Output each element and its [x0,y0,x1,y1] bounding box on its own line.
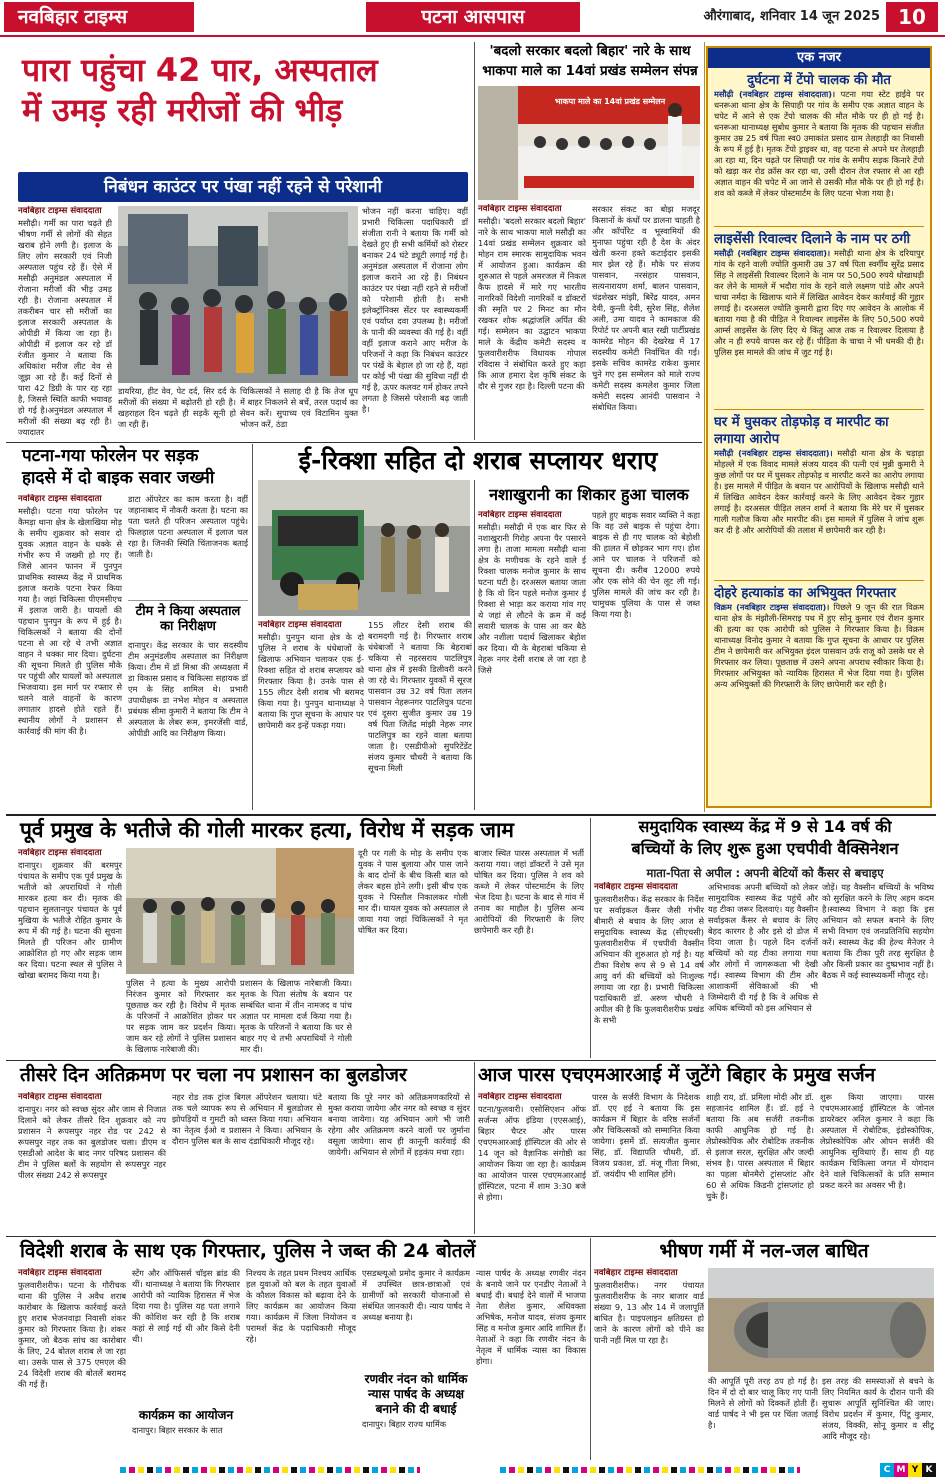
addict-byline: नवबिहार टाइम्स संवाददाता [478,510,562,520]
bike-column-2 [128,494,248,598]
program-headline: कार्यक्रम का आयोजन [138,1408,234,1422]
hpv-col1-text: फुलवारीशरीफ। केंद्र सरकार के निर्देश पर सर्वाइकल कैंसर जैसी गंभीर बीमारी से बचाव के लिए आज से समुदायिक स्वास्थ्य केंद्र (सीएचसी) फुलवारीशरीफ में एचपीवी वैक्सीन अभियान की शुरुआत हो गई है। यह टीका विशेष रूप से 9 से 14 वर्ष आयु वर्ग की बच्चियों को निःशुल्क लगाया जा रहा है। प्रभारी चिकित्सा पदाधिकारी डॉ. अरुण चौधरी ने अपील की है कि फुलवारीशरीफ प्रखंड के सभी [594,894,704,1025]
sidebar-item [714,414,924,576]
dateline: औरंगाबाद, शनिवार 14 जून 2025 [703,9,880,24]
cpi-col1-text: मसौढ़ी। 'बदलो सरकार बदलो बिहार' नारे के साथ भाकपा माले मसौढ़ी का 14वां प्रखंड सम्मेलन शुक्रवार को मोहन राम स्मारक सामुदायिक भवन में आयोजन हुआ। कार्यक्रम की शुरुआत से पहले अमरजल में निकल कैफ हादसे में मारे गए भारतीय नागरिकों विदेशी नागरिकों व डॉक्टरों की स्मृति पर 2 मिनट का मौन रखकर शोक श्रद्धांजलि अर्पित की गई। सम्मेलन का उद्घाटन भाकपा माले के केंद्रीय कमेटी सदस्य व फुलवारीशरीफ विधायक गोपाल रविदास ने संबोधित करते हुए कहा कि आज हमारा देश कृषि संकट के दौर से गुजर रहा है। दिल्ली पटना की [478,216,586,391]
registration-bar [0,1462,945,1478]
lead-headline-line2: में उमड़ रही मरीजों की भीड़ [22,91,343,129]
cmyk-mark-m: M [894,1463,908,1477]
water-byline: नवबिहार टाइम्स संवाददाता [594,1268,678,1278]
liquor-col3-text: निश्चय के तहत प्रथम निश्चय आर्थिक हल युवाओं को बल के तहत युवाओं के कौशल विकास को बढ़ावा देने के लिए कार्यक्रम का आयोजन किया गया। कार्यक्रम में जिला नियोजन व परामर्श केंद्र के पदाधिकारी मौजूद रहे। [246,1268,356,1344]
color-dots-left [120,1467,420,1473]
liquor-column-4 [362,1268,470,1458]
encroach-column-2 [172,1092,322,1232]
paras-byline: नवबिहार टाइम्स संवाददाता [478,1092,562,1102]
murder-col1-text: दानापुर। शुक्रवार की बरमपुर पंचायत के समीप एक पूर्व प्रमुख के भतीजे को अपराधियों ने गोली मारकर हत्या कर दी। मृतक की पहचान सुलतानपुर पंचायत के पूर्व मुखिया के भतीजे रोहित कुमार के रूप में की गई है। घटना की सूचना मिलते ही परिजन और ग्रामीण आक्रोशित हो गए और सड़क जाम कर दिया। घटना स्थल से पुलिस ने खोखा बरामद किया गया है। [18,860,122,980]
lead-col3-text: चिकित्सकों ने सलाह दी है कि तेज धूप में बाहर निकलने से बचें, तरल पदार्थ का सेवन करें। सुपाच्य एवं विटामिन युक्त भोजन करें, ठंडा [240,386,358,429]
murder-col3-text: प्रशासन के खिलाफ नारेबाजी किया। मृतक के पिता संतोष के बयान पर सम्बंधित थाना में तीन नामजद व पांच अज्ञात पर मामला दर्ज किया गया है। मृतक के परिजनों ने बताया कि घर से बाहर गए थे तभी अपराधियों ने गोली मार दी। [240,978,352,1054]
encroach-col3-text: बताया कि पूरे नगर को अतिक्रमणकारियों से मुक्त कराया जायेगा और नगर को स्वच्छ व सुंदर बनाया जायेगा। यह अभियान आगे भी जारी रहेगा और अतिक्रमण करने वालों पर जुर्माना वसूला जायेगा। साथ ही कानूनी कार्रवाई की जायेगी। अभियान से लोगों में हड़कंप मचा रहा। [328,1092,470,1157]
paras-column-2 [592,1092,700,1232]
lead-column-2 [118,386,236,438]
cpi-headline-line1: 'बदलो सरकार बदलो बिहार' नारे के साथ [489,43,691,59]
ranveer-text: दानापुर। बिहार राज्य धार्मिक [362,1419,447,1429]
liquor-col5-text: न्यास पार्षद के अध्यक्ष रणवीर नंदन के बनाये जाने पर एनडीए नेताओं ने बधाई दी। बधाई देने वालों में भाजपा नेता शैलेश कुमार, अधिवक्ता अभिषेक, मनोज यादव, संजय कुमार सिंह व मनोज कुमार आदि शामिल हैं। नेताओं ने कहा कि रणवीर नंदन के नेतृत्व में धार्मिक न्यास का विकास होगा। [476,1268,586,1366]
water-column-3 [822,1376,934,1458]
lead-col4-text: भोजन नहीं करना चाहिए। वहीं प्रभारी चिकित्सा पदाधिकारी डॉ संजीता रानी ने बताया कि गर्मी को देखते हुए ही सभी कर्मियों को रोस्टर बनाकर 24 घंटे ड्यूटी लगाई गई है। अनुमंडल अस्पताल में रोजाना लोग इलाज कराने आ रहे हैं। निबंधन काउंटर पर पंखा नहीं रहने से मरीजों को परेशानी होती है। सभी इलेक्ट्रॉनिक्स सेंटर पर स्वास्थ्यकर्मी एवं पर्याप्त दवा उपलब्ध है। मरीजों के पानी की व्यवस्था की गई है। वहीं वहीं इलाज कराने आए मरीज के परिजनों ने कहा कि निबंधन काउंटर पर पंखें के बेहाल हो जा रहे हैं, यहां पर कोई भी पंखा की सुविधा नहीं दी गई है, ऊपर कलवट गर्म होकर तपने लगता है जिससे परेशानी बढ़ जाती है। [362,206,468,414]
cpi-byline: नवबिहार टाइम्स संवाददाता [478,204,562,214]
hpv-col3-text: जोड़ें। यह वैक्सीन बच्चियों के भविष्य को सुरक्षित करने के लिए अहम कदम है।स्वास्थ्य विभाग ने कहा कि इस अभियान को सफल बनाने के लिए सभी विभाग एवं जनप्रतिनिधि सहयोग करें। स्वास्थ्य केंद्र की हेल्थ मैनेजर ने बताया कि टीका पूरी तरह सुरक्षित है और किसी प्रकार का दुष्प्रभाव नहीं है। बैठक में कई स्वास्थ्यकर्मी मौजूद रहे। [822,882,934,980]
sidebar-item-title: लाइसेंसी रिवाल्वर दिलाने के नाम पर ठगी [714,232,911,247]
murder-byline: नवबिहार टाइम्स संवाददाता [18,848,102,858]
hpv-col2-text: अभिभावक अपनी बच्चियों को लेकर सामुदायिक स्वास्थ्य केंद्र पहुंचें और यह टीका जरूर दिलवाएं। यह वैक्सीन सर्वाइकल कैंसर से बचाव के लिए बेहद कारगर है और इसे दो डोज में दिया जाता है। पहले दिन दर्जनों बच्चियों को यह टीका लगाया गया और लोगों में जागरूकता भी देखी गई। स्वास्थ्य विभाग की टीम और आशाकर्मी सेविकाओं की भी जिम्मेदारी दी गई है कि वे अधिक से अधिक बच्चियों को इस अभियान से [708,882,818,1013]
team-column [128,640,248,810]
sidebar-item-text: पटना गया स्टेट हाईवे पर धनरूआ थाना क्षेत्र के सिपाही पर गांव के समीप एक अज्ञात वाहन के चपेट में आने से एक टेंपो चालक की मौत मौके पर ही हो गई है। धनरूआ थानाध्यक्ष सुबोध कुमार ने बताया कि मृतक की पहचान संजीत कुमार उम्र 25 वर्ष पिता स्व0 उमाकांत प्रसाद ग्राम तेलहाड़ी का निवासी के रूप में हुई है। मृतक टेंपो ड्राइवर था, वह पटना से अपने घर तेलहाड़ी आ रहा था, दिन चढ़ते पर सिपाही पर गांव के समीप सड़क किनारे टेंपो को खड़ा कर रोड क्रॉस कर रहा था, उसी दौरान तेज रफ्तार से आ रही अज्ञात वाहन की चपेट में आ जाने से उसकी मौत मौके पर ही हो गई है। शव को कब्जे में लेकर पोस्टमार्टम के लिए पटना भेजा गया है। [714,89,924,198]
liquor-column-1 [18,1268,126,1458]
liquor-byline: नवबिहार टाइम्स संवाददाता [18,1268,102,1278]
hpv-column-2 [708,882,818,1056]
encroach-column-3 [328,1092,470,1232]
addict-col1-text: मसौढ़ी। मसौढ़ी में एक बार फिर से नशाखुरानी गिरोह अपना पैर पसारने लगा है। ताजा मामला मसौढ़ी थाना क्षेत्र के मणीचक के रहने वाले ई रिक्शा चालक मनोज कुमार के साथ घटना घटी है। दरअसल बताया जाता है कि वो दिन पहले मनोज कुमार ई रिक्शा से भाड़ा कर कराया गांव गए थे जहां से लौटने के क्रम में कई सवारी चालक के पास आ कर बैठे और नशीला पदार्थ खिलाकर बेहोश कर दिया। थी के बेहराबां चकिया से नेहरू नगर देसी शराब ले जा रहा है जिसे [478,522,586,675]
lead-byline: नवबिहार टाइम्स संवाददाता [18,206,102,216]
addict-col2-text: पहले हुए बाइक सवार व्यक्ति ने कहा कि वह उसे बाइक से पहुंचा देगा। बाइक से ही गए चालक को बेहोशी की हालत में छोड़कर भाग गए। होश आने पर चालक ने परिजनों को सूचना दी। करीब 12000 रुपये और एक सोने की चेन लूट ली गई। पुलिस मामले की जांच कर रही है। चामुचक पुलिया के पास से जब्त किया गया है। [592,510,700,619]
bike-headline-line1: पटना-गया फोरलेन पर सड़क [22,446,199,466]
cpi-column-2 [592,204,700,440]
lead-column-3 [240,386,358,438]
bike-byline: नवबिहार टाइम्स संवाददाता [18,494,102,504]
sidebar-item-title: दोहरे हत्याकांड का अभियुक्त गिरफ्तार [714,586,896,601]
sidebar-item-lead: मसौढ़ी (नवबिहार टाइम्स संवाददाता)। [714,448,833,458]
hpv-headline-line2: बच्चियों के लिए शुरू हुआ एचपीवी वैक्सिनेशन [631,839,899,858]
paras-column-4 [820,1092,934,1232]
ranveer-headline: रणवीर नंदन को धार्मिक न्यास पार्षद के अध्यक्ष बनाने की दी बधाई [364,1372,468,1416]
murder-column-5 [474,848,584,1056]
paras-col2-text: पारस के सर्जरी विभाग के निदेशक डॉ. एए हई ने बताया कि इस कार्यक्रम में बिहार के वरिष्ठ सर्जनों और चिकित्सकों को सम्मानित किया जायेगा। इसमें डॉ. सत्यजीत कुमार सिंह, डॉ. विद्यापति चौधरी, डॉ. विजय प्रकाश, डॉ. मंजू गीता मिश्रा, डॉ. जयंदीप भी शामिल होंगे। [592,1092,700,1179]
sidebar-item [714,231,924,405]
lead-hospital-photo [118,206,358,383]
paper-name: नवबिहार टाइम्स [4,2,194,32]
sidebar-item-lead: मसौढ़ी (नवबिहार टाइम्स संवाददाता)। [714,248,831,258]
paras-col4-text: शुरू किया जाएगा। पारस एचएमआरआई हॉस्पिटल के जोनल डायरेक्टर अनिल कुमार ने कहा कि अस्पताल में रोबोटिक, इंडोस्कोपिक, लेप्रोस्कोपिक और ओपन सर्जरी की आधुनिक सुविधाएं हैं। साथ ही यह कार्यक्रम चिकित्सा जगत में योगदान देने वाले चिकित्सकों के प्रति सम्मान प्रकट करने का अवसर भी है। [820,1092,934,1190]
sidebar-item-text: पिछले 9 जून की रात विक्रम थाना क्षेत्र के मंझौली-सिमराइ पथ में हुए सोनू कुमार एवं रौशन कुमार की हत्या का एक आरोपी को पुलिस ने गिरफ्तार किया है। विक्रम थानाध्यक्ष विनोद कुमार ने बताया कि गुप्त सूचना के आधार पर पुलिस टीम ने छापेमारी कर अभियुक्त इंदल पासवान उर्फ राजू को उसके घर से गिरफ्तार कर लिया। पूछताछ में उसने अपना अपराध स्वीकार किया है। गिरफ्तार अभियुक्त को न्यायिक हिरासत में भेज दिया गया है। पुलिस अन्य अभियुक्तों की गिरफ्तारी के लिए छापेमारी कर रही है। [714,602,924,689]
bike-headline-line2: हादसे में दो बाइक सवार जख्मी [22,468,215,488]
bike-col2-text: डाटा ऑपरेटर का काम करता है। वहीं जहानाबाद में नौकरी करता है। घटना का पता चलते ही परिजन अस्पताल पहुंचे। फिलहाल पटना अस्पताल में इलाज चल रहा है। जिनकी स्थिति चिंताजनक बताई जाती है। [128,494,248,559]
cmyk-mark-c: C [880,1463,894,1477]
encroach-column-1 [18,1092,166,1232]
bike-col1-text: मसौढ़ी। पटना गया फोरलेन पर कैमड़ा थाना क्षेत्र के खेलाखिया मोड़ के समीप शुक्रवार को सवार दो युवक अज्ञात वाहन के धक्के से गंभीर रूप में जख्मी हो गए हैं। जिसे आनन फानन में पुनपुन प्राथमिक स्वास्थ्य केंद्र में प्राथमिक इलाज कराके पटना रेफर किया गया है। जहां चिकित्सा पीएमसीएच में इलाज जारी है। घायलों की पहचान पुनपुन के रूप में हुई है। चिकित्सकों ने बताया की दोनों पटना से आ रहे थे तभी अज्ञात वाहन ने धक्का मार दिया। दुर्घटना की सूचना मिलते ही पुलिस मौके पर पहुंची और घायलों को अस्पताल भिजवाया। इस मार्ग पर रफ्तार से चलने वाले वाहनों के कारण लगातार हादसे होते रहते हैं। स्थानीय लोगों ने प्रशासन से कार्रवाई की मांग की है। [18,506,122,736]
water-col2-text: की आपूर्ति पूरी तरह ठप हो गई है। दिन में दो दो बार चालू किए गए पानी मिलने से लोगों को दिक्कतें होती हैं। वार्ड पार्षद ने भी इस पर चिंता जताई है। [708,1376,818,1430]
water-headline: भीषण गर्मी में नल-जल बाधित [659,1240,869,1262]
sidebar-item-title: दुर्घटना में टेंपो चालक की मौत [747,73,891,88]
erickshaw-col2-text: 155 लीटर देसी शराब की बरामदगी गई है। गिरफ्तार शराब धंधेबाजों ने बताया कि बेहराबां चकिया से नहरसराय पाटलिपुत्र थाना क्षेत्र में इसकी डिलीवरी करने जा रहे थे। गिरफ्तार युवकों में सूरज पासवान उम्र 32 वर्ष पिता ललन पासवान नेहरूनगर पाटलिपुत्र पटना एवं दूसरा सुजीत कुमार उम्र 19 वर्ष पिता जितेंद्र मांझी नेहरू नगर पाटलिपुत्र का रहने वाला बताया जाता है। एसडीपीओ सुपरिटेंडेंट संजय कुमार चौधरी ने बताया कि सूचना मिली [368,620,472,773]
erickshaw-column-1 [258,620,364,810]
erickshaw-headline: ई-रिक्शा सहित दो शराब सप्लायर धराए [298,446,658,475]
erickshaw-photo [258,480,470,616]
masthead [0,0,945,34]
team-text: दानापुर। केंद्र सरकार के चार सदस्यीय टीम अनुमंडलीय अस्पताल का निरीक्षण किया। टीम में डॉ मिश्रा की अध्यक्षता में डा विकास प्रसाद व चिकित्सा सहायक डॉ एम के सिंह शामिल थे। प्रभारी उपाधीक्षक डा नभेश मोहन व अस्पताल प्रबंधक सीमा कुमारी ने बताया कि टीम ने अस्पताल के लेबर रूम, इमरजेंसी वार्ड, ओपीडी आदि का निरीक्षण किया। [128,640,248,738]
murder-column-3 [240,978,352,1056]
cpi-column-1 [478,204,586,440]
hpv-column-3 [822,882,934,1056]
addict-column-2 [592,510,700,810]
erickshaw-col1-text: मसौढ़ी। पुनपुन थाना क्षेत्र के दो पुलिस ने शराब के धंधेबाजों के खिलाफ अभियान चलाकर एक ई-रिक्शा सहित दो शराब सप्लायर को गिरफ्तार किया है। उनके पास से 155 लीटर देसी शराब भी बरामद किया गया है। पुनपुन थानाध्यक्ष ने बताया कि गुप्त सूचना के आधार पर छापेमारी कर इन्हें पकड़ा गया। [258,632,364,730]
sidebar-box [706,46,932,808]
murder-photo [126,848,354,974]
paras-column-3 [706,1092,814,1232]
cpi-conference-photo [478,86,700,200]
sidebar-header: एक नजर [708,48,930,68]
murder-col5-text: बाजार स्थित पारस अस्पताल में भर्ती कराया गया। जहां डॉक्टरों ने उसे मृत घोषित कर दिया। पुलिस ने शव को कब्जे में लेकर पोस्टमार्टम के लिए भेज दिया है। घटना के बाद से गांव में तनाव का माहौल है। पुलिस अन्य आरोपियों की गिरफ्तारी के लिए छापेमारी कर रही है। [474,848,584,935]
liquor-col2-text: स्टेंग और ऑफिसर्स चॉइस ब्रांड की थीं। थानाध्यक्ष ने बताया कि गिरफ्तार आरोपी को न्यायिक हिरासत में भेज दिया गया है। पुलिस यह पता लगाने की कोशिश कर रही है कि शराब कहां से लाई गई थी और किसे देनी थी। [132,1268,240,1344]
liquor-col4-text: एसडब्ल्यूओ प्रमोद कुमार ने कार्यक्रम में उपस्थित छात्र-छात्राओं एवं ग्रामीणों को सरकारी योजनाओं से संबंधित जानकारी दी। न्याय पार्षद ने अध्यक्ष बनाया है। [362,1268,470,1322]
cmyk-mark-k: K [922,1463,936,1477]
erickshaw-byline: नवबिहार टाइम्स संवाददाता [258,620,342,630]
hpv-subhead: माता-पिता से अपील : अपनी बेटियों को कैंसर से बचाइए [646,866,884,880]
lead-subhead: निबंधन काउंटर पर पंखा नहीं रहने से परेशानी [18,172,468,202]
sidebar-item-text: मसौढ़ी थाना क्षेत्र के चड़ाड़ा मोहल्ले में एक विवाद मामले संजय यादव की पत्नी एवं मुन्नी कुमारी ने कुछ लोगों पर घर में घुसकर तोड़फोड़ व मारपीट करने का आरोप लगाया है। इस मामले में पीड़ित के बयान पर आरोपियों के खिलाफ मसौढ़ी थाने में लिखित आवेदन देकर कार्रवाई करने के लिए आवेदन देकर गुहार लगाई है। दरअसल पीड़ित ललन शर्मा ने बताया कि मेरे घर में घुसकर गाली गलौज किया और मारपीट की। इस मामले में पुलिस ने जांच शुरू कर दी है और आरोपियों की तलाश में छापेमारी कर रही है। [714,448,924,535]
murder-headline: पूर्व प्रमुख के भतीजे की गोली मारकर हत्या, विरोध में सड़क जाम [20,818,514,842]
bike-column-1 [18,494,122,810]
encroach-headline: तीसरे दिन अतिक्रमण पर चला नप प्रशासन का बुलडोजर [20,1064,407,1086]
sidebar-item-lead: विक्रम (नवबिहार टाइम्स संवाददाता)। [714,602,830,612]
lead-col2-text: डायरिया, हीट वेव, पेट दर्द, सिर दर्द के मरीजों की संख्या में बढ़ोतरी हो रही है। खहराहल दिन चढ़ते ही सड़कें सूनी हो जा रही हैं। [118,386,236,429]
sidebar-item [714,72,924,222]
team-headline: टीम ने किया अस्पताल का निरीक्षण [135,604,241,635]
hpv-column-1 [594,882,704,1056]
water-column-2 [708,1376,818,1458]
liquor-headline: विदेशी शराब के साथ एक गिरफ्तार, पुलिस ने जब्त की 24 बोतलें [20,1240,476,1262]
lead-column-4 [362,206,468,438]
liquor-column-2 [132,1268,240,1458]
cpi-banner-text: भाकपा माले का 14वां प्रखंड सम्मेलन [554,97,666,106]
liquor-column-5 [476,1268,586,1458]
murder-column-4 [358,848,468,1056]
murder-col2-text: पुलिस ने हत्या के मुख्य आरोपी निरंजन कुमार को गिरफ्तार कर पूछताछ कर रही है। विरोध में मृतक के परिजनों ने आक्रोशित होकर घर पर सड़क जाम कर प्रदर्शन किया। जाम कर रहे लोगों ने पुलिस प्रशासन के खिलाफ नारेबाजी की। [126,978,236,1054]
liquor-column-3 [246,1268,356,1458]
sidebar-item-text: मसौढ़ी थाना क्षेत्र के दरियापुर गांव के रहने वाली ज्योति कुमारी उम्र 37 वर्ष पिता स्वर्गीय सुरेंद्र प्रसाद सिंह ने लाइसेंसी रिवाल्वर दिलाने के नाम पर 50,500 रुपये धोखाधड़ी कर लेने के मामले में भदौरा गांव के रहने वाले लक्ष्मण पांडे और अपने चाचा नर्मदा के खिलाफ थाने में लिखित आवेदन देकर कार्रवाई की गुहार लगाई है। दरअसल ज्योति कुमारी द्वारा दिए गए आवेदन के आलोक में बताया गया है की पीड़ित ने रिवाल्वर लाइसेंस के लिए 50,500 रुपये आर्म्स लाइसेंस के लिए दिए थे किंतु आज तक न रिवाल्वर दिलाया है और न ही रुपये वापस कर रहे हैं। पीड़िता के चाचा ने भी धमकी दी है। पुलिस इस मामले की जांच में जुट गई है। [714,248,924,357]
cmyk-marks [880,1463,940,1477]
hpv-headline-line1: समुदायिक स्वास्थ्य केंद्र में 9 से 14 वर्ष की [638,817,892,836]
hpv-byline: नवबिहार टाइम्स संवाददाता [594,882,678,892]
paras-column-1 [478,1092,586,1232]
cpi-headline-line2: भाकपा माले का 14वां प्रखंड सम्मेलन संपन्न [482,63,698,79]
sidebar-item [714,585,924,808]
paras-headline: आज पारस एचएमआरआई में जुटेंगे बिहार के प्रमुख सर्जन [478,1064,876,1086]
murder-column-1 [18,848,122,1056]
addict-headline: नशाखुरानी का शिकार हुआ चालक [489,485,689,504]
murder-column-2 [126,978,236,1056]
water-col3-text: इस तरह की समस्याओं से बचने के लिए नियमित कार्य के दौरान पानी की सुचारू आपूर्ति सुनिश्चित की जाए। विरोध प्रदर्शन में कुमार, पिंटू कुमार, संजय, विक्की, सोनू कुमार व सीटू आदि मौजूद रहे। [822,1376,934,1441]
water-pipe-photo [708,1268,934,1372]
lead-col1-text: मसौढ़ी। गर्मी का पारा चढ़ते ही भीषण गर्मी से लोगों की सेहत खराब होने लगी है। इलाज के लिए लोग सरकारी एवं निजी अस्पताल पहुंच रहे हैं। ऐसे में मसौढ़ी अनुमंडल अस्पताल में रोजाना मरीजों की भीड़ उमड़ रही है। रोजाना अस्पताल में तकरीबन चार सौ मरीजों का इलाज सरकारी अस्पताल के ओपीडी में किया जा रहा है। ओपीडी में इलाज कर रहे डॉ रंजीत कुमार ने बताया कि अधिकांश मरीज लीट वेव से जूझ आ रहे हैं। कई दिनों से पारा 42 डिग्री के पार रह रहा है, जिससे स्थिति काफी भयावह हो गई है।अनुमंडल अस्पताल में मरीजों की संख्या बढ़ रही है। ज्यादातर [18,218,112,437]
program-text: दानापुर। बिहार सरकार के सात [132,1425,223,1435]
sidebar-item-title: घर में घुसकर तोड़फोड़ व मारपीट का लगाया आरोप [714,415,889,447]
sidebar-item-lead: मसौढ़ी (नवबिहार टाइम्स संवाददाता)। [714,89,836,99]
cmyk-mark-y: Y [908,1463,922,1477]
section-title: पटना आसपास [366,2,580,32]
murder-col4-text: दूरी पर गली के मोड़ के समीप एक युवक ने पास बुलाया और पास जाने के बाद दोनों के बीच किसी बात को लेकर बहस होने लगी। इसी बीच एक युवक ने पिस्तौल निकालकर गोली मार दी। घायल युवक को अस्पताल ले जाया गया जहां चिकित्सकों ने मृत घोषित कर दिया। [358,848,468,935]
paras-col1-text: पटना/फुलवारी। एसोसिएशन ऑफ सर्जन्स ऑफ इंडिया (एएसआई), बिहार चैप्टर और पारस एचएमआरआई हॉस्पिटल की ओर से 14 जून को वैज्ञानिक संगोष्ठी का आयोजन किया जा रहा है। कार्यक्रम का आयोजन पारस एचएमआरआई हॉस्पिटल, पटना में शाम 3:30 बजे से होगा। [478,1104,586,1202]
water-col1-text: फुलवारीशरीफ। नगर पंचायत फुलवारीशरीफ के नगर बाजार वार्ड संख्या 9, 13 और 14 में जलापूर्ति बाधित है। पाइपलाइन क्षतिग्रस्त हो जाने के कारण लोगों को पीने का पानी नहीं मिल पा रहा है। [594,1280,704,1345]
color-dots-right [500,1467,800,1473]
liquor-col1-text: फुलवारीशरीफ। पटना के गौरीचक थाना की पुलिस ने अवैध शराब कारोबार के खिलाफ कार्रवाई करते हुए शराब भेजनवाड़ा निवासी शंकर कुमार को गिरफ्तार किया है। शंकर कुमार, जो बैठक सांच का कारोबार के लिए, 24 बोतल शराब ले जा रहा था। उसके पास से 375 एमएल की 24 विदेशी शराब की बोतलें बरामद की गई हैं। [18,1280,126,1389]
cpi-col2-text: सरकार संकट का बोझ मजदूर किसानों के कंधों पर डालना चाहती है और कॉर्पोरेट व भूस्वामियों की मुनाफा पहुंचा रही है देश के अंदर खेती करना हक्ते कटाईदार इसकी मार झेल रहे हैं। मौके पर संजय पासवान, नरसंहार पासवान, सत्यनारायण शर्मा, बालन पासवान, चंद्रशेखर मांझी, बिरेंद्र यादव, अमन देवी, कुन्ती देवी, सुरेश सिंह, शैलेश अली, उमा यादव ने कामकाज की रिपोर्ट पर अपनी बात रखी पार्टीप्रखंड कामरेड मोहन की देखरेख में 17 सदस्यीय कमेटी निर्वाचित की गई। इसके सचिव कामरेड राकेश कुमार चुने गए इस सम्मेलन को माले राज्य कमेटी सदस्य कमलेश कुमार जिला कमेटी सदस्य आनंदी पासवान ने संबोधित किया। [592,204,700,412]
addict-column-1 [478,510,586,810]
encroach-col2-text: नहर रोड तक ट्रांज बिगल ऑपरेशन चलाया। घंटे तक चले व्यापक रूप से अभियान में बुलडोजर से झोपड़ियों व गुमटी को ध्वस्त किया गया। अभियान का नेतृत्व ईओ व प्रशासन ने किया। अभियान के दौरान पुलिस बल के साथ दंडाधिकारी मौजूद रहे। [172,1092,322,1146]
lead-headline-line1: पारा पहुंचा 42 पार, अस्पताल [22,51,378,89]
erickshaw-column-2 [368,620,472,810]
encroach-byline: नवबिहार टाइम्स संवाददाता [18,1092,102,1102]
paras-col3-text: शाही राय, डॉ. प्रमिला मोदी और डॉ. सहजानंद शामिल हैं। डॉ. हई ने बताया कि अब सर्जरी तकनीक काफी आधुनिक हो गई है। लेप्रोस्कोपिक और रोबोटिक तकनीक से इलाज सरल, सुरक्षित और जल्दी संभव है। पारस अस्पताल में बिहार का पहला बोनमैरो ट्रांसप्लांट और 60 से अधिक किडनी ट्रांसप्लांट हो चुके हैं। [706,1092,814,1201]
water-column-1 [594,1268,704,1458]
lead-column-1 [18,206,112,438]
encroach-col1-text: दानापुर। नगर को स्वच्छ सुंदर और जाम से निजात दिलाने को लेकर तीसरे दिन शुक्रवार को नप प्रशासन ने रूपसपुर नहर रोड पर 242 से रूपसपुर नहर तक का बुलडोजर चला। डीएम व एसडीओ आदेश के बाद नगर परिषद प्रशासन की टीम ने पुलिस बलों के सहयोग से रूपसपुर नहर पीलर संख्या 242 से रूपसपुर [18,1104,166,1180]
page-number: 10 [886,2,938,32]
